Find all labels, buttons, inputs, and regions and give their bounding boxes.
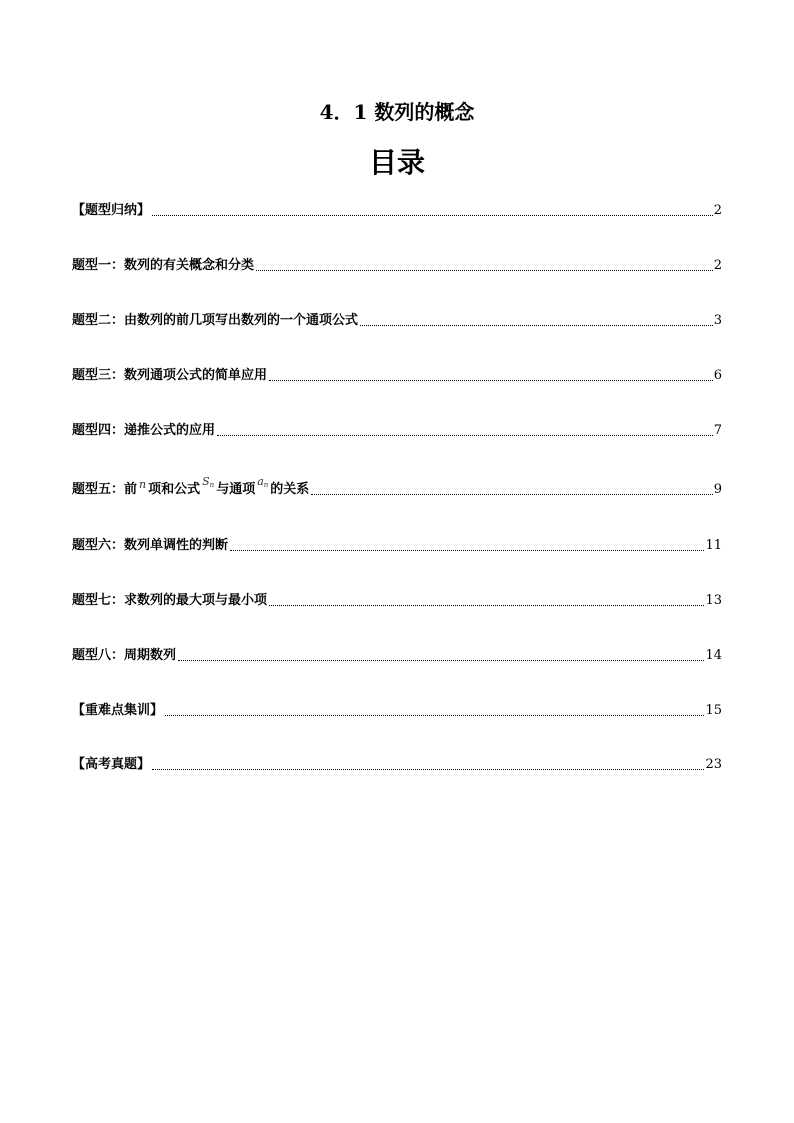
toc-entry-label [72,475,310,499]
toc-entry-page: 15 [705,703,722,718]
toc-entry-label: 题型二：由数列的前几项写出数列的一个通项公式 [72,313,359,328]
math-variable-an: $a_n$ [257,475,269,489]
document-title: 4．1 数列的概念 [319,100,475,124]
toc-entry-page: 3 [713,313,722,328]
toc-entry-page: 2 [713,203,722,218]
toc-entry-type-3[interactable] [72,367,722,385]
dot-leader [178,659,704,661]
toc-entry-page: 9 [713,482,722,497]
toc-entry-type-2[interactable] [72,312,722,330]
toc-entry-label: 【重难点集训】 [72,703,164,718]
dot-leader [152,214,713,216]
toc-entry-type-6[interactable] [72,537,722,555]
toc-entry-page: 13 [705,593,722,608]
toc-entry-label-part: 的关系 [270,482,310,497]
dot-leader [152,768,704,770]
toc-entry-page: 14 [705,648,722,663]
toc-entry-label: 题型六：数列单调性的判断 [72,538,229,553]
toc-entry-type-7[interactable] [72,592,722,610]
toc-entry-label: 题型一：数列的有关概念和分类 [72,258,255,273]
toc-entry-type-4[interactable] [72,422,722,440]
toc-entry-label: 【高考真题】 [72,757,151,772]
dot-leader [256,269,713,271]
toc-entry-page: 2 [713,258,722,273]
dot-leader [165,714,704,716]
toc-entry-key-training[interactable] [72,702,722,720]
toc-heading: 目录 [368,146,425,179]
dot-leader [230,549,704,551]
toc-entry-label: 题型四：递推公式的应用 [72,423,216,438]
toc-entry-label: 题型七：求数列的最大项与最小项 [72,593,268,608]
toc-entry-label: 题型八：周期数列 [72,648,177,663]
toc-entry-page: 23 [705,757,722,772]
toc-entry-label-part: 与通项 [216,482,256,497]
math-variable-sn: $S_n$ [202,475,215,489]
math-variable-n: n [139,478,147,491]
toc-entry-label-part: 题型五：前 [72,482,138,497]
toc-entry-page: 7 [713,423,722,438]
toc-entry-type-5[interactable] [72,475,722,499]
toc-entry-type-8[interactable] [72,647,722,665]
toc-entry-label-part: 项和公式 [148,482,201,497]
toc-entry-page: 6 [713,368,722,383]
dot-leader [269,379,713,381]
toc-entry-type-1[interactable] [72,257,722,275]
toc-entry-page: 11 [705,538,722,553]
toc-entry-label: 题型三：数列通项公式的简单应用 [72,368,268,383]
dot-leader [360,324,713,326]
dot-leader [311,493,712,495]
dot-leader [269,604,704,606]
dot-leader [217,434,713,436]
toc-entry-label: 【题型归纳】 [72,203,151,218]
toc-entry-exam-questions[interactable] [72,756,722,774]
toc-entry-summary[interactable] [72,202,722,220]
